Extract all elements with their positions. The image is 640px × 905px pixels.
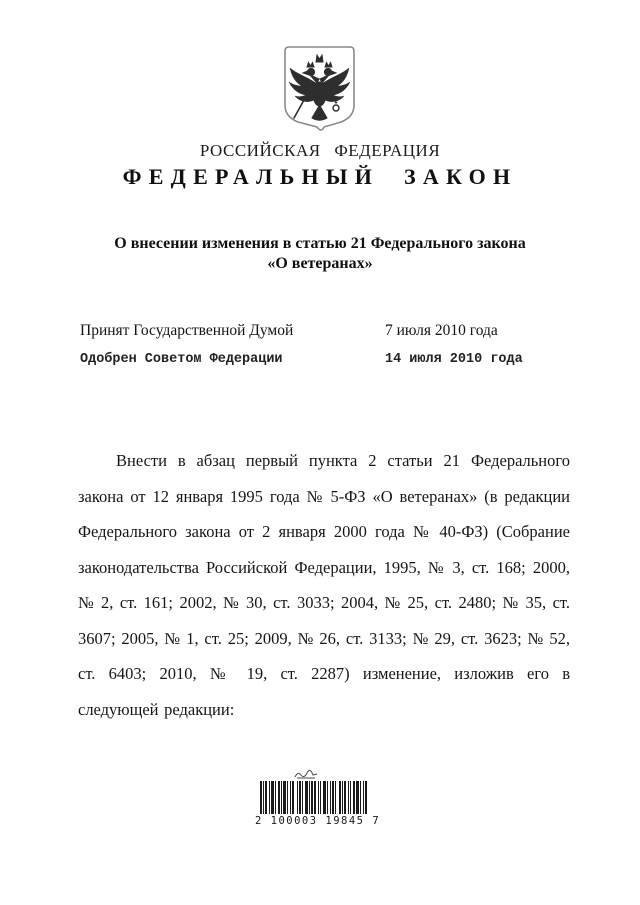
law-title: [70, 234, 570, 274]
barcode-bars: [260, 781, 368, 814]
barcode: [255, 768, 381, 827]
barcode-number: 2 100003 19845 7: [255, 815, 381, 827]
approved-label: Одобрен Советом Федерации: [80, 352, 283, 367]
adoption-row-federation-council: [80, 352, 560, 382]
law-title-line2: «О ветеранах»: [267, 255, 373, 272]
adoption-row-duma: [80, 322, 560, 352]
law-title-line1: О внесении изменения в статью 21 Федерального закона: [114, 235, 526, 252]
body-paragraph: Внести в абзац первый пункта 2 статьи 21 Федерального закона от 12 января 1995 года № 5-ФЗ «О ветеранах» (в редакции Федерального закона от 2 января 2000 года № 40-ФЗ) (Собрание законодательства Российской Федерации, 1995, № 3, ст. 168; 2000, № 2, ст. 161; 2002, № 30, ст. 3033; 2004, № 25, ст. 2480; № 35, ст. 3607; 2005, № 1, ст. 25; 2009, № 26, ст. 3133; № 29, ст. 3623; № 52, ст. 6403; 2010, № 19, ст. 2287) изменение, изложив его в следующей редакции:: [78, 451, 570, 719]
passed-date: 7 июля 2010 года: [385, 322, 498, 339]
passed-label: Принят Государственной Думой: [80, 322, 294, 339]
approved-date: 14 июля 2010 года: [385, 352, 523, 367]
law-type-heading: ФЕДЕРАЛЬНЫЙ ЗАКОН: [122, 164, 518, 189]
print-mark-icon: [293, 768, 319, 780]
adoption-block: [80, 322, 560, 382]
russian-coat-of-arms-icon: [283, 45, 356, 135]
country-name: РОССИЙСКАЯ ФЕДЕРАЦИЯ: [199, 141, 441, 160]
